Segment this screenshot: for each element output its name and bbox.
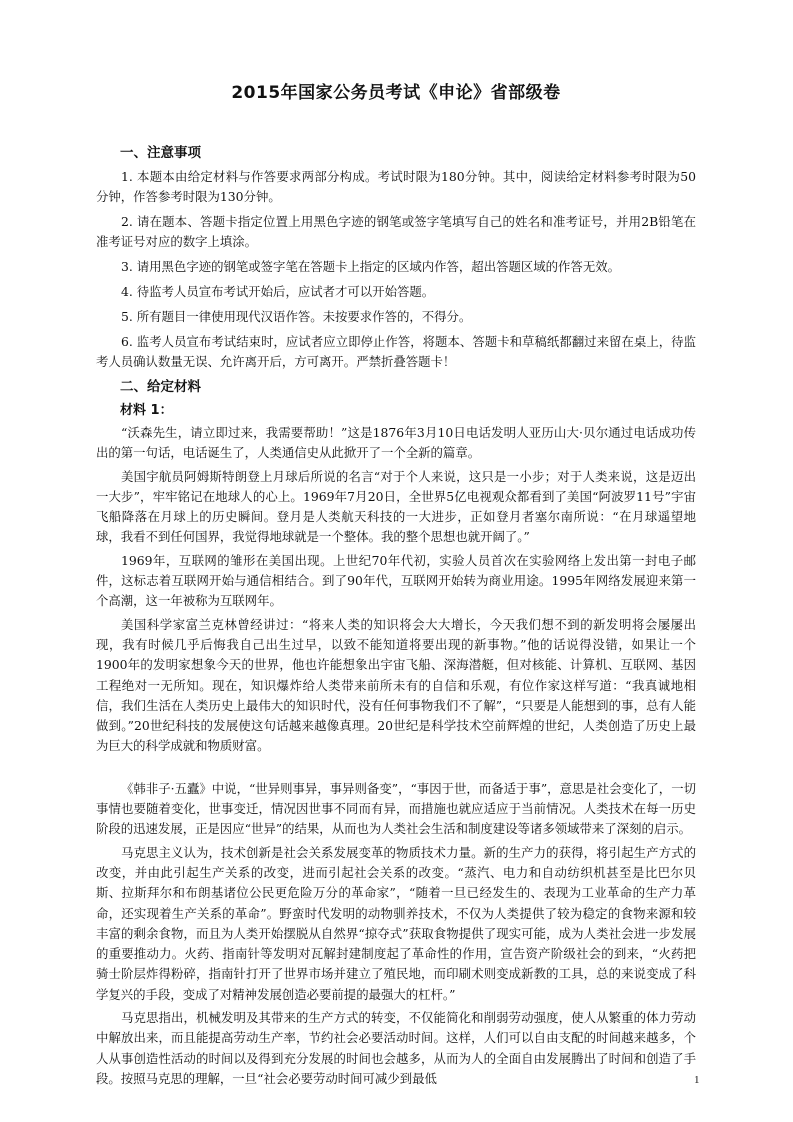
notice-list xyxy=(96,167,696,372)
material-paragraph: 美国宇航员阿姆斯特朗登上月球后所说的名言“对于个人来说，这只是一小步；对于人类来说，这是迈出一大步”，牢牢铭记在地球人的心上。1969年7月20日，全世界5亿电视观众都看到了美国“阿波罗11号”宇宙飞船降落在月球上的历史瞬间。登月是人类航天科技的一大进步，正如登月者塞尔南所说：“在月球遥望地球，我看不到任何国界，我觉得地球就是一个整体。我的整个思想也就开阔了。” xyxy=(96,468,696,545)
document-title: 2015年国家公务员考试《申论》省部级卷 xyxy=(231,83,561,103)
material-paragraph: 马克思主义认为，技术创新是社会关系发展变革的物质技术力量。新的生产力的获得，将引起生产方式的改变，并由此引起生产关系的改变，进而引起社会关系的改变。“蒸汽、电力和自动纺织机甚至是比巴尔贝斯、拉斯拜尔和布朗基诸位公民更危险万分的革命家”，“随着一旦已经发生的、表现为工业革命的生产力革命，还实现着生产关系的革命”。野蛮时代发明的动物驯养技术，不仅为人类提供了较为稳定的食物来源和较丰富的剩余食物，而且为人类开始摆脱从自然界“掠夺式”获取食物提供了现实可能，成为人类社会进一步发展的重要推动力。火药、指南针等发明对瓦解封建制度起了革命性的作用，宣告资产阶级社会的到来，“火药把骑士阶层炸得粉碎，指南针打开了世界市场并建立了殖民地，而印刷术则变成新教的工具，总的来说变成了科学复兴的手段，变成了对精神发展创造必要前提的最强大的杠杆。” xyxy=(96,844,696,1002)
material-paragraph: 《韩非子·五蠹》中说，“世异则事异，事异则备变”，“事因于世，而备适于事”，意思是社会变化了，一切事情也要随着变化，世事变迁，情况因世事不同而有异，而措施也就应适应于当前情况。人类技术在每一历史阶段的迅速发展，正是因应“世异”的结果，从而也为人类社会生活和制度建设等诸多领域带来了深刻的启示。 xyxy=(96,780,696,837)
page-content xyxy=(96,78,696,1092)
notice-item-1: 1. 本题本由给定材料与作答要求两部分构成。考试时限为180分钟。其中，阅读给定材料参考时限为50分钟，作答参考时限为130分钟。 xyxy=(96,169,696,204)
notice-item-6: 6. 监考人员宣布考试结束时，应试者应立即停止作答，将题本、答题卡和草稿纸都翻过来留在桌上，待监考人员确认数量无误、允许离开后，方可离开。严禁折叠答题卡！ xyxy=(96,334,696,369)
page-number: 1 xyxy=(694,1074,700,1086)
material-1-body xyxy=(96,423,696,1089)
notice-item-4: 4. 待监考人员宣布考试开始后，应试者才可以开始答题。 xyxy=(121,284,435,299)
material-paragraph: 马克思指出，机械发明及其带来的生产方式的转变，不仅能简化和削弱劳动强度，使人从繁重的体力劳动中解放出来，而且能提高劳动生产率，节约社会必要活动时间。这样，人们可以自由支配的时间越来越多，个人从事创造性活动的时间以及得到充分发展的时间也会越多，从而为人的全面自由发展腾出了时间和创造了手段。按照马克思的理解，一旦“社会必要劳动时间可减少到最低 xyxy=(96,1010,696,1086)
notice-item-2: 2. 请在题本、答题卡指定位置上用黑色字迹的钢笔或签字笔填写自己的姓名和准考证号，并用2B铅笔在准考证号对应的数字上填涂。 xyxy=(96,214,696,249)
material-paragraph: 1969年，互联网的雏形在美国出现。上世纪70年代初，实验人员首次在实验网络上发出第一封电子邮件，这标志着互联网开始与通信相结合。到了90年代，互联网开始转为商业用途。1995年网络发展迎来第一个高潮，这一年被称为互联网年。 xyxy=(96,552,696,609)
material-1-label: 材料 1： xyxy=(120,403,173,418)
material-paragraph: 美国科学家富兰克林曾经讲过：“将来人类的知识将会大大增长，今天我们想不到的新发明将会屡屡出现，我有时候几乎后悔我自己出生过早，以致不能知道将要出现的新事物。”他的话说得没错，如果让一个1900年的发明家想象今天的世界，他也许能想象出宇宙飞船、深海潜艇，但对核能、计算机、互联网、基因工程绝对一无所知。现在，知识爆炸给人类带来前所未有的自信和乐观，有位作家这样写道：“我真诚地相信，我们生活在人类历史上最伟大的知识时代，没有任何事物我们不了解”，“只要是人能想到的事，总有人能做到。”20世纪科技的发展使这句话越来越像真理。20世纪是科学技术空前辉煌的世纪，人类创造了历史上最为巨大的科学成就和物质财富。 xyxy=(96,616,696,754)
notice-heading: 一、注意事项 xyxy=(120,145,201,161)
materials-heading: 二、给定材料 xyxy=(120,379,201,395)
material-paragraph: “沃森先生，请立即过来，我需要帮助！”这是1876年3月10日电话发明人亚历山大·贝尔通过电话成功传出的第一句话，电话诞生了，人类通信史从此掀开了一个全新的篇章。 xyxy=(96,425,696,461)
notice-item-5: 5. 所有题目一律使用现代汉语作答。未按要求作答的，不得分。 xyxy=(121,309,472,324)
notice-item-3: 3. 请用黑色字迹的钢笔或签字笔在答题卡上指定的区域内作答，超出答题区域的作答无效。 xyxy=(121,259,620,274)
